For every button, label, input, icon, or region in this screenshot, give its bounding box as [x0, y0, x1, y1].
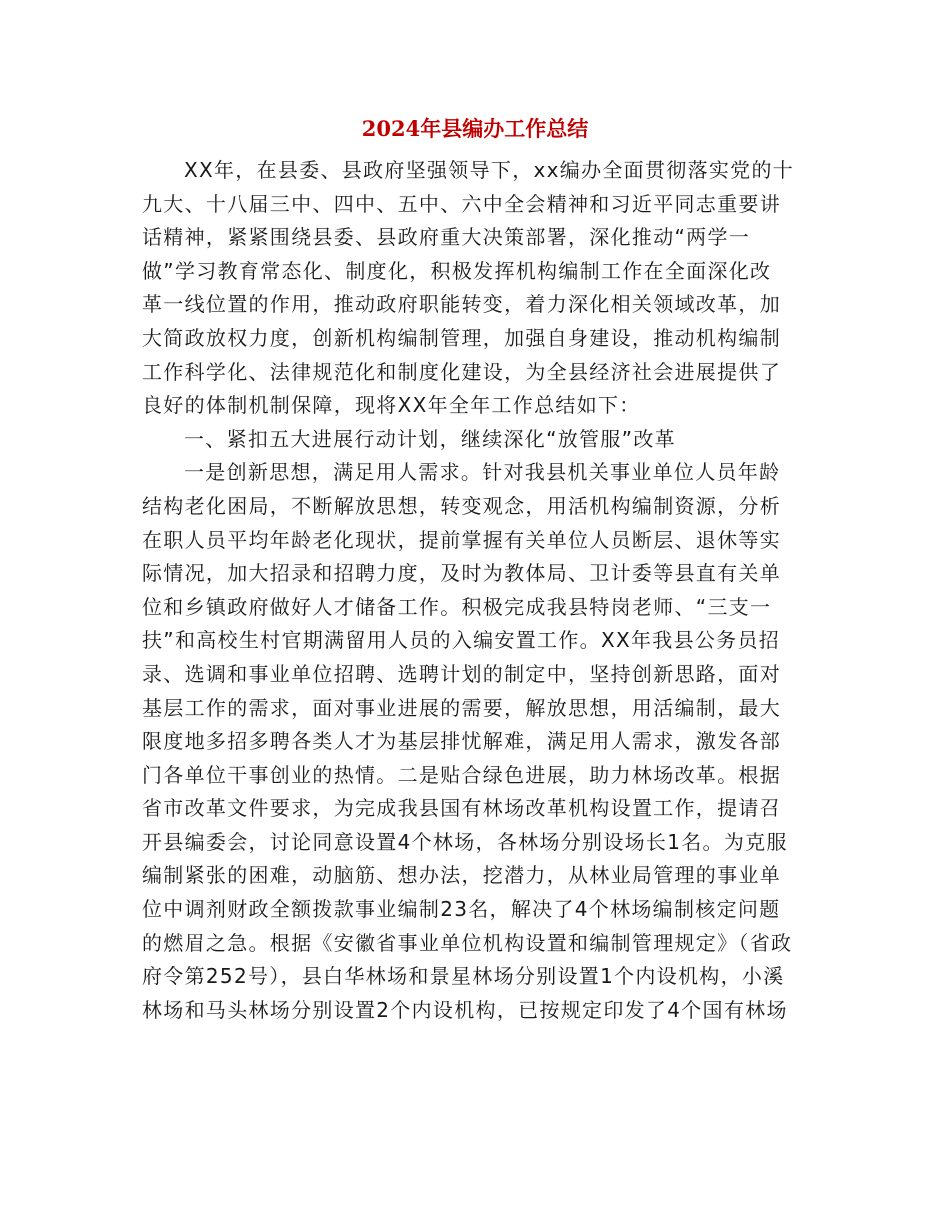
document-body — [142, 154, 812, 1027]
body-line: XX年，在县委、县政府坚强领导下，xx编办全面贯彻落实党的十 — [184, 158, 795, 182]
body-line: 在职人员平均年龄老化现状，提前掌握有关单位人员断层、退休等实 — [142, 527, 781, 552]
body-line: 基层工作的需求，面对事业进展的需要，解放思想，用活编制，最大 — [142, 695, 781, 720]
body-line: 林场和马头林场分别设置2个内设机构，已按规定印发了4个国有林场 — [142, 997, 788, 1022]
body-line: 省市改革文件要求，为完成我县国有林场改革机构设置工作，提请召 — [142, 796, 781, 821]
body-line: 做”学习教育常态化、制度化，积极发挥机构编制工作在全面深化改 — [142, 258, 772, 283]
body-line: 限度地多招多聘各类人才为基层排忧解难，满足用人需求，激发各部 — [142, 729, 781, 754]
body-line: 一是创新思想，满足用人需求。针对我县机关事业单位人员年龄 — [184, 460, 781, 485]
body-line: 编制紧张的困难，动脑筋、想办法，挖潜力，从林业局管理的事业单 — [142, 863, 781, 888]
body-line: 开县编委会，讨论同意设置4个林场，各林场分别设场长1名。为克服 — [142, 829, 788, 854]
body-line: 革一线位置的作用，推动政府职能转变，着力深化相关领域改革，加 — [142, 292, 781, 317]
body-line: 位和乡镇政府做好人才储备工作。积极完成我县特岗老师、“三支一 — [142, 594, 772, 619]
body-line: 扶”和高校生村官期满留用人员的入编安置工作。XX年我县公务员招 — [142, 628, 781, 653]
body-line: 良好的体制机制保障，现将XX年全年工作总结如下： — [142, 393, 641, 418]
body-line: 大简政放权力度，创新机构编制管理，加强自身建设，推动机构编制 — [142, 325, 781, 350]
body-line: 话精神，紧紧围绕县委、县政府重大决策部署，深化推动“两学一 — [142, 225, 751, 250]
document-title: 2024年县编办工作总结 — [361, 116, 589, 141]
body-line: 位中调剂财政全额拨款事业编制23名，解决了4个林场编制核定问题 — [142, 897, 781, 922]
body-line: 的燃眉之急。根据《安徽省事业单位机构设置和编制管理规定》（省政 — [142, 930, 793, 955]
body-line: 九大、十八届三中、四中、五中、六中全会精神和习近平同志重要讲 — [142, 191, 781, 216]
body-line: 府令第252号），县白华林场和景星林场分别设置1个内设机构，小溪 — [142, 964, 785, 989]
body-line: 结构老化困局，不断解放思想，转变观念，用活机构编制资源，分析 — [142, 493, 781, 518]
body-line: 际情况，加大招录和招聘力度，及时为教体局、卫计委等县直有关单 — [142, 561, 781, 586]
body-line: 门各单位干事创业的热情。二是贴合绿色进展，助力林场改革。根据 — [142, 762, 781, 787]
body-line: 录、选调和事业单位招聘、选聘计划的制定中，坚持创新思路，面对 — [142, 661, 781, 686]
body-line: 工作科学化、法律规范化和制度化建设，为全县经济社会进展提供了 — [142, 359, 781, 384]
body-line: 一、紧扣五大进展行动计划，继续深化“放管服”改革 — [184, 426, 676, 451]
